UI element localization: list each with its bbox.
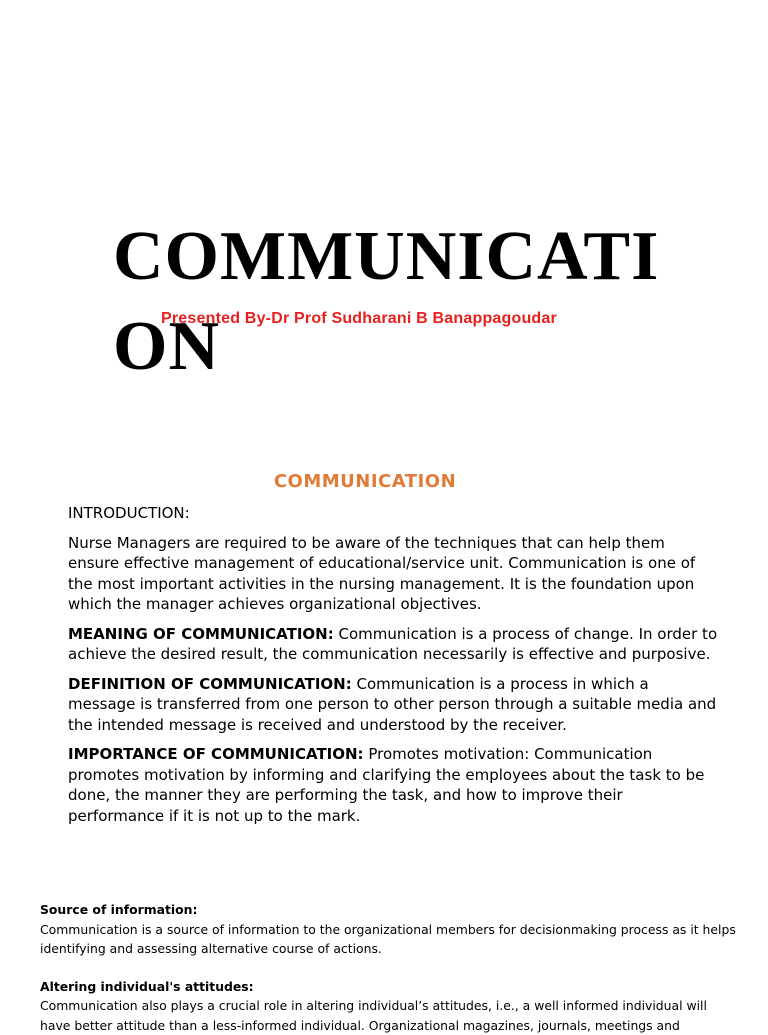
source-text: Communication is a source of information to the organizational members for decisionmaking process as it helps identifying and assessing alternative course of actions.	[40, 921, 736, 956]
intro-label: INTRODUCTION:	[68, 504, 190, 522]
meaning-paragraph	[68, 624, 718, 665]
importance-paragraph	[68, 744, 718, 826]
content-body	[68, 503, 718, 835]
slide-title: COMMUNICATION	[113, 218, 660, 385]
meaning-label: MEANING OF COMMUNICATION:	[68, 624, 334, 643]
intro-paragraph: Nurse Managers are required to be aware of the techniques that can help them ensure effective management of educational/service unit. Communication is one of the most important activities in the nursing management. It is the foundation upon which the manager achieves organizational objectives.	[68, 533, 696, 613]
presenter-credit: Presented By-Dr Prof Sudharani B Banappagoudar	[161, 310, 557, 327]
importance-text: Promotes motivation: Communication promotes motivation by informing and clarifying the employees about the task to be done, the manner they are performing the task, and how to improve their performance if it is not up to the mark.	[68, 745, 705, 825]
section-heading: COMMUNICATION	[273, 471, 457, 492]
notes-section	[40, 900, 740, 1035]
altering-heading: Altering individual's attitudes:	[40, 978, 254, 994]
source-heading: Source of information:	[40, 902, 198, 917]
definition-label: DEFINITION OF COMMUNICATION:	[68, 674, 352, 693]
meaning-text: Communication is a process of change. In order to achieve the desired result, the communication necessarily is effective and purposive.	[68, 624, 718, 663]
definition-text: Communication is a process in which a message is transferred from one person to other person through a suitable media and the intended message is received and understood by the receiver.	[68, 674, 717, 734]
importance-label: IMPORTANCE OF COMMUNICATION:	[68, 745, 364, 763]
definition-paragraph	[68, 674, 718, 736]
altering-text: Communication also plays a crucial role in altering individual’s attitudes, i.e., a well informed individual will have better attitude than a less-informed individual. Organizational magazines, journals, meetings and	[40, 998, 707, 1033]
spacer	[40, 959, 740, 977]
